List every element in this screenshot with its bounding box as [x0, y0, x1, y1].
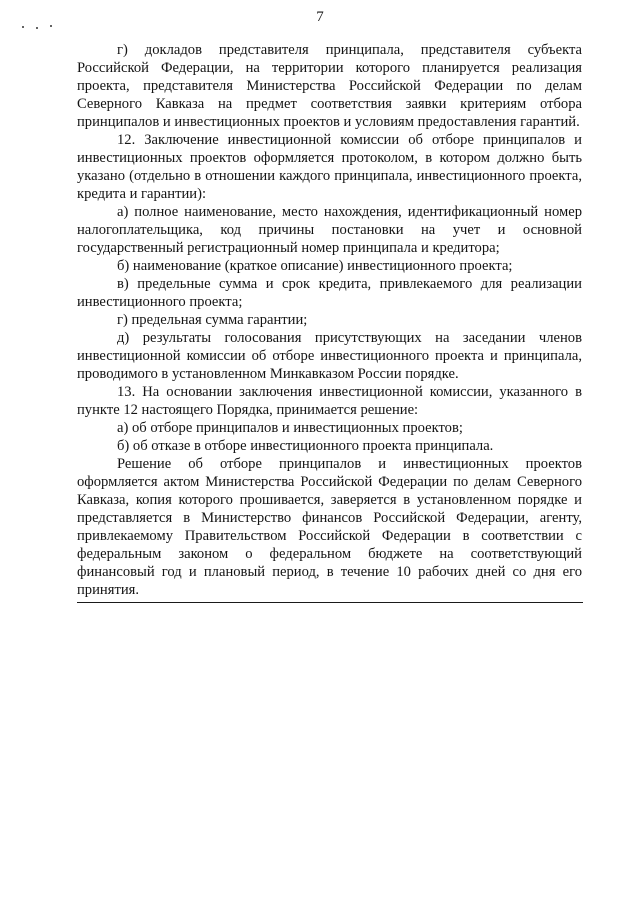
- paragraph-decision: Решение об отборе принципалов и инвестиционных проектов оформляется актом Министерства Российской Федерации по делам Северного Кавказа, копия которого прошивается, заверяется в установленном порядке и представляется в Министерство финансов Российской Федерации, агенту, привлекаемому Правительством Российской Федерации в соответствии с федеральным законом о федеральном бюджете на соответствующий финансовый год и плановый период, в течение 10 рабочих дней со дня его принятия.: [77, 456, 582, 598]
- paragraph-reports: г) докладов представителя принципала, представителя субъекта Российской Федерации, на территории которого планируется реализация проекта, представителя Министерства Российской Федерации по делам Северного Кавказа на предмет соответствия заявки критериям отбора принципалов и инвестиционных проектов и условиям предоставления гарантий.: [77, 42, 582, 130]
- paragraph-12-v: в) предельные сумма и срок кредита, привлекаемого для реализации инвестиционного проекта;: [77, 276, 582, 310]
- scan-speck: [50, 25, 52, 27]
- paragraph-12-b: б) наименование (краткое описание) инвестиционного проекта;: [117, 258, 513, 274]
- scan-speck: [36, 27, 38, 29]
- paragraph-item-12: 12. Заключение инвестиционной комиссии об отборе принципалов и инвестиционных проектов оформляется протоколом, в котором должно быть указано (отдельно в отношении каждого принципала, инвестиционного проекта, кредита и гарантии):: [77, 132, 582, 202]
- paragraph-12-d: д) результаты голосования присутствующих на заседании членов инвестиционной комиссии об отборе инвестиционного проекта и принципала, проводимого в установленном Минкавказом России порядке.: [77, 330, 582, 382]
- paragraph-12-g: г) предельная сумма гарантии;: [117, 312, 308, 328]
- page-number: 7: [316, 9, 324, 25]
- scan-speck: [22, 26, 24, 28]
- paragraph-13-b: б) об отказе в отборе инвестиционного проекта принципала.: [117, 438, 494, 454]
- end-rule: [77, 602, 583, 603]
- paragraph-12-a: а) полное наименование, место нахождения, идентификационный номер налогоплательщика, код причины постановки на учет и основной государственный регистрационный номер принципала и кредитора;: [77, 204, 582, 256]
- paragraph-item-13: 13. На основании заключения инвестиционной комиссии, указанного в пункте 12 настоящего Порядка, принимается решение:: [77, 384, 582, 418]
- document-body: [77, 41, 582, 599]
- paragraph-13-a: а) об отборе принципалов и инвестиционных проектов;: [117, 420, 463, 436]
